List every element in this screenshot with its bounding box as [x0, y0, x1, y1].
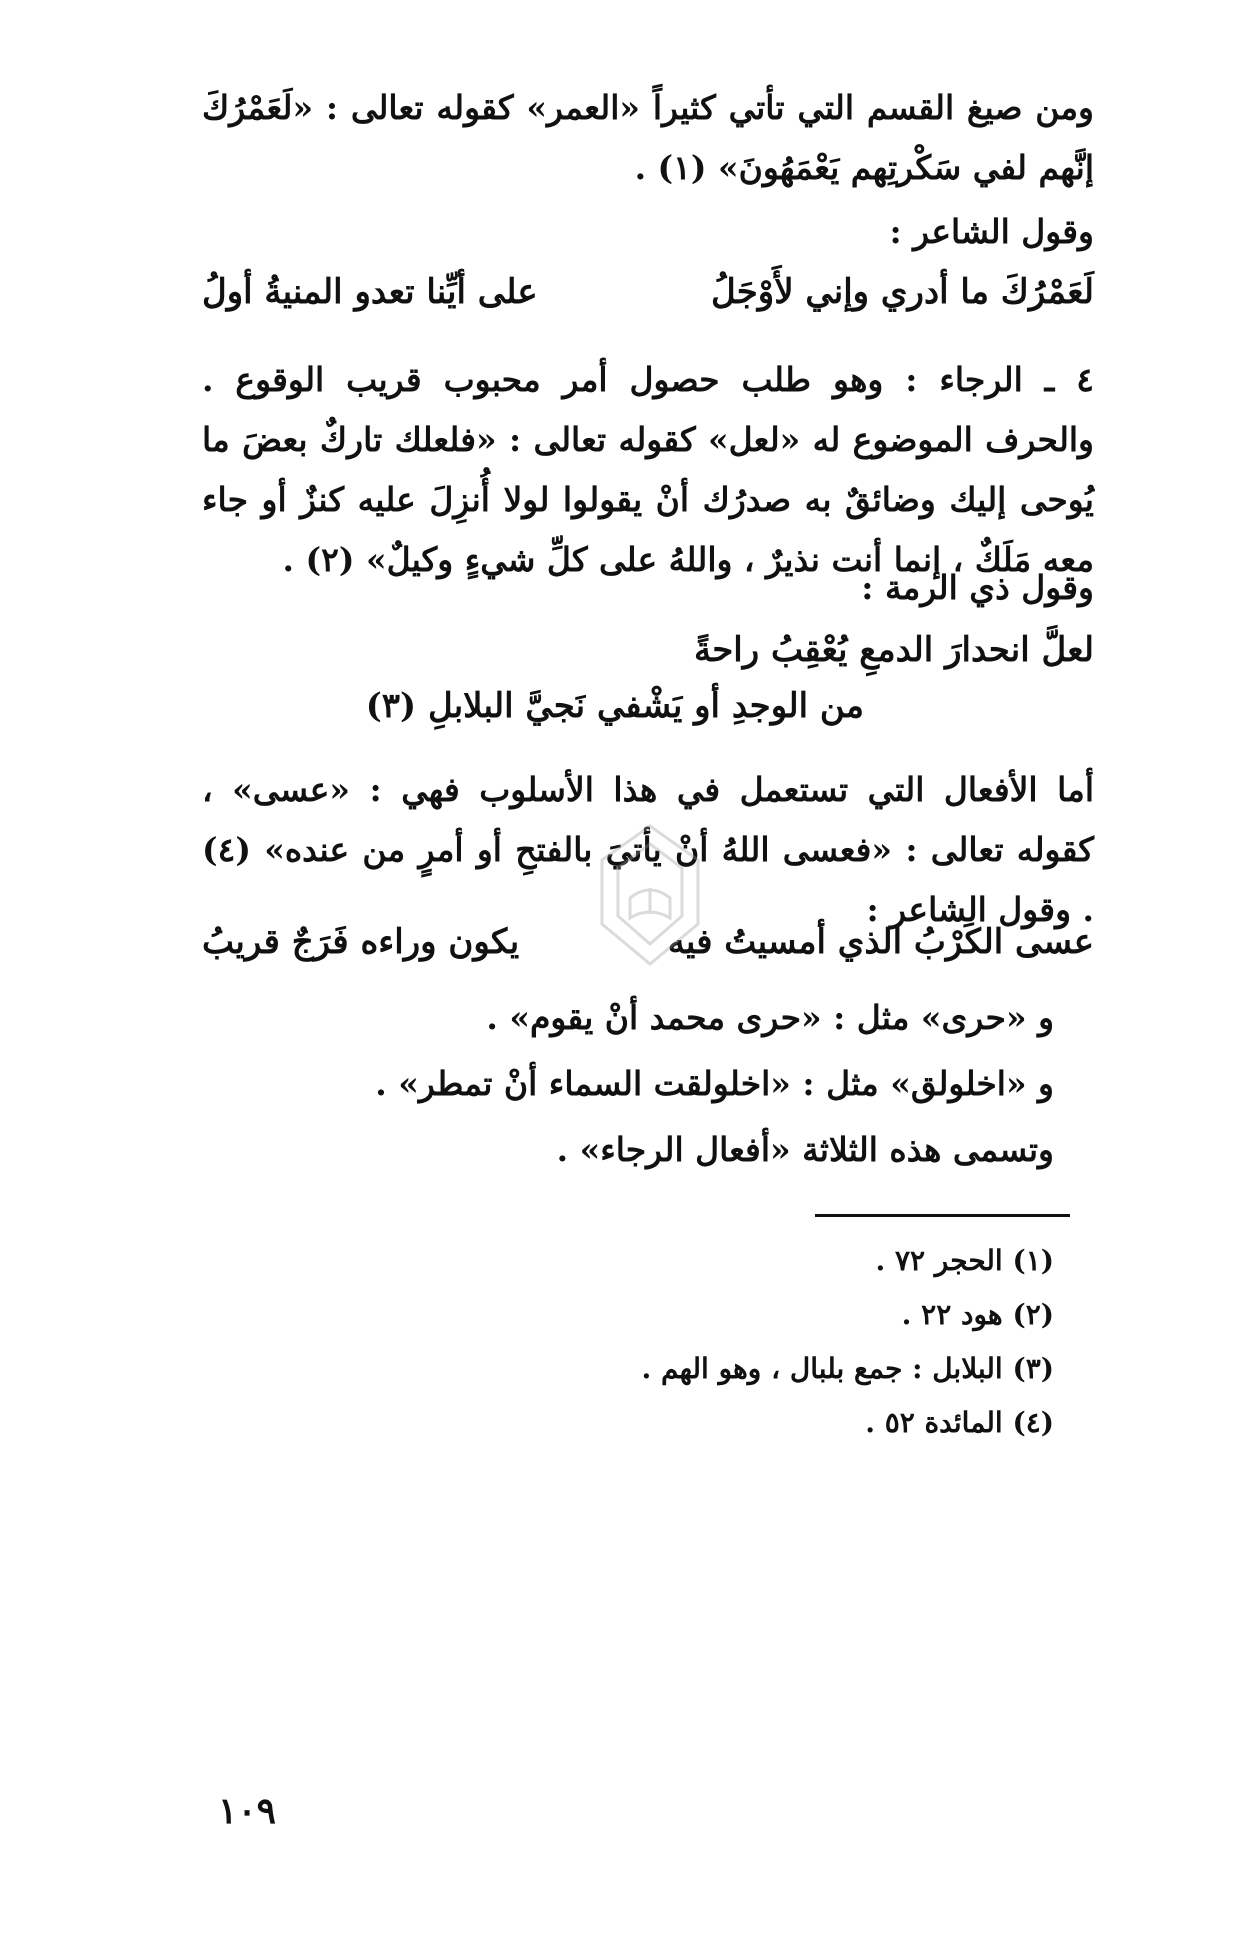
poet-intro-2: وقول ذي الرمة : [861, 568, 1094, 607]
line-ikhlawlaq: و «اخلولق» مثل : «اخلولقت السماء أنْ تمطر» . [375, 1064, 1054, 1103]
footnote-separator [815, 1214, 1070, 1217]
line-hara: و «حرى» مثل : «حرى محمد أنْ يقوم» . [486, 998, 1054, 1037]
poet-intro-1: وقول الشاعر : [889, 212, 1094, 251]
verse-1-second-hemistich: على أيِّنا تعدو المنيةُ أولُ [202, 272, 538, 312]
paragraph-verbs: أما الأفعال التي تستعمل في هذا الأسلوب فهي : «عسى» ، كقوله تعالى : «فعسى اللهُ أنْ يأتيَ بالفتحِ أو أمرٍ من عنده» (٤) . وقول الشاعر : [202, 770, 1094, 929]
verse-1-first-hemistich: لَعَمْرُكَ ما أدري وإني لأَوْجَلُ [711, 272, 1094, 312]
paragraph-oath: ومن صيغ القسم التي تأتي كثيراً «العمر» كقوله تعالى : «لَعَمْرُكَ إنَّهم لفي سَكْرتِهم يَعْمَهُونَ» (١) . [202, 88, 1094, 187]
verse-3-first-hemistich: عسى الكَرْبُ الذي أمسيتُ فيه [667, 922, 1094, 962]
verse-3-second-hemistich: يكون وراءه فَرَجٌ قريبُ [202, 922, 520, 962]
verse-2-first-hemistich: لعلَّ انحدارَ الدمعِ يُعْقِبُ راحةً [694, 630, 1094, 670]
paragraph-hope: ٤ ـ الرجاء : وهو طلب حصول أمر محبوب قريب الوقوع . والحرف الموضوع له «لعل» كقوله تعالى : «فلعلك تاركٌ بعضَ ما يُوحى إليك وضائقٌ به صدرُك أنْ يقولوا لولا أُنزِلَ عليه كنزٌ أو جاء معه مَلَكٌ ، إنما أنت نذيرٌ ، واللهُ على كلِّ شيءٍ وكيلٌ» (٢) . [202, 360, 1094, 579]
footnote-2: (٢) هود ٢٢ . [901, 1298, 1054, 1331]
line-tusamma: وتسمى هذه الثلاثة «أفعال الرجاء» . [556, 1130, 1054, 1169]
verse-2-second-hemistich: من الوجدِ أو يَشْفي نَجيَّ البلابلِ (٣) [365, 686, 864, 726]
verse-1 [202, 272, 1094, 312]
footnote-1: (١) الحجر ٧٢ . [875, 1244, 1054, 1277]
footnote-3: (٣) البلابل : جمع بلبال ، وهو الهم . [641, 1352, 1054, 1385]
footnote-4: (٤) المائدة ٥٢ . [865, 1406, 1054, 1439]
library-seal-watermark [590, 820, 710, 970]
page-number: ١٠٩ [218, 1790, 277, 1832]
